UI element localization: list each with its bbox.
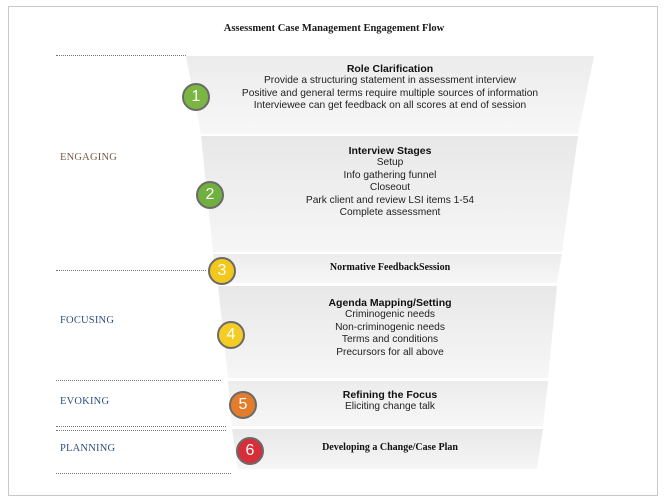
phase-planning: PLANNING bbox=[60, 443, 116, 454]
step-4-line-4: Precursors for all above bbox=[336, 346, 444, 358]
step-2-heading: Interview Stages bbox=[348, 145, 432, 157]
step-4-line-1: Criminogenic needs bbox=[344, 309, 436, 320]
step-4-line-3: Terms and conditions bbox=[341, 334, 439, 345]
step-5-line-1: Eliciting change talk bbox=[344, 401, 436, 412]
step-4-heading: Agenda Mapping/Setting bbox=[328, 297, 452, 309]
step-5-heading: Refining the Focus bbox=[342, 389, 438, 401]
step-2-text bbox=[190, 145, 590, 220]
step-5-text bbox=[190, 389, 590, 414]
separator-engaging-focusing bbox=[56, 270, 206, 271]
step-1-line-2: Positive and general terms require multiple sources of information bbox=[241, 87, 539, 99]
step-6-badge: 6 bbox=[236, 437, 264, 465]
step-1-line-3: Interviewee can get feedback on all scores at end of session bbox=[253, 100, 527, 111]
step-6-heading: Developing a Change/Case Plan bbox=[322, 442, 458, 453]
step-2-line-1: Setup bbox=[376, 157, 404, 168]
step-5-badge: 5 bbox=[229, 391, 257, 419]
step-3-text bbox=[190, 262, 590, 273]
step-6-text bbox=[190, 442, 590, 453]
separator-bottom bbox=[56, 473, 231, 474]
step-3-heading: Normative FeedbackSession bbox=[329, 262, 451, 273]
step-1-line-1: Provide a structuring statement in assessment interview bbox=[264, 75, 516, 86]
step-4-text bbox=[190, 297, 590, 359]
phase-engaging: ENGAGING bbox=[60, 152, 118, 163]
step-1-badge: 1 bbox=[182, 83, 210, 111]
step-2-line-5: Complete assessment bbox=[339, 207, 441, 218]
separator-top bbox=[56, 55, 186, 56]
diagram-title: Assessment Case Management Engagement Flow bbox=[223, 23, 445, 34]
step-2-line-2: Info gathering funnel bbox=[343, 169, 437, 181]
step-2-badge: 2 bbox=[196, 181, 224, 209]
phase-evoking: EVOKING bbox=[60, 396, 110, 407]
step-4-badge: 4 bbox=[217, 321, 245, 349]
phase-focusing: FOCUSING bbox=[60, 315, 115, 326]
step-1-text bbox=[190, 63, 590, 113]
separator-evoking-planning-b bbox=[56, 430, 226, 431]
step-4-line-2: Non-criminogenic needs bbox=[335, 321, 445, 333]
step-2-line-4: Park client and review LSI items 1-54 bbox=[305, 194, 475, 206]
separator-evoking-planning-a bbox=[56, 426, 226, 427]
step-2-line-3: Closeout bbox=[369, 182, 411, 193]
step-1-heading: Role Clarification bbox=[346, 63, 434, 75]
step-3-badge: 3 bbox=[208, 257, 236, 285]
separator-focusing-evoking bbox=[56, 380, 221, 381]
